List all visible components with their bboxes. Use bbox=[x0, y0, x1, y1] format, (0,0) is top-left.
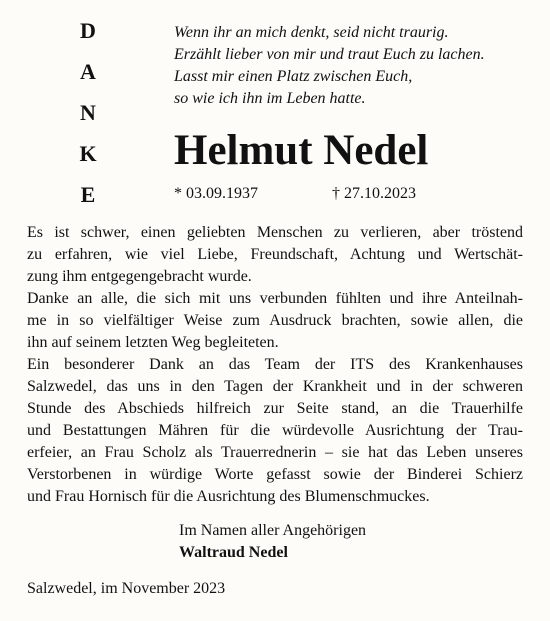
danke-letter: N bbox=[80, 100, 96, 125]
body-line: zu erfahren, wie viel Liebe, Freundschaft, Achtung und Wertschät- bbox=[27, 246, 523, 263]
deceased-name: Helmut Nedel bbox=[174, 127, 429, 174]
signature-name: Waltraud Nedel bbox=[179, 544, 288, 561]
body-line: und Bestattungen Mähren für die würdevolle Ausrichtung der Trau- bbox=[27, 422, 523, 439]
poem-line: Wenn ihr an mich denkt, seid nicht traurig. bbox=[174, 24, 449, 41]
danke-letter: A bbox=[80, 59, 96, 84]
signature-intro: Im Namen aller Angehörigen bbox=[179, 522, 367, 539]
body-line: Stunde des Abschieds hilfreich zur Seite stand, an die Trauerhilfe bbox=[27, 400, 523, 417]
thank-you-text bbox=[27, 222, 523, 508]
place-and-date: Salzwedel, im November 2023 bbox=[27, 580, 226, 597]
birth-date: * 03.09.1937 bbox=[174, 185, 258, 202]
poem-line: Erzählt lieber von mir und traut Euch zu lachen. bbox=[174, 46, 485, 63]
life-dates bbox=[174, 183, 416, 205]
poem-line: Lasst mir einen Platz zwischen Euch, bbox=[174, 68, 413, 85]
signature-block bbox=[179, 520, 366, 564]
body-line: Ein besonderer Dank an das Team der ITS des Krankenhauses bbox=[27, 356, 523, 373]
body-line: Es ist schwer, einen geliebten Menschen zu verlieren, aber tröstend bbox=[27, 224, 523, 241]
body-line: Salzwedel, das uns in den Tagen der Krankheit und in der schweren bbox=[27, 378, 523, 395]
danke-letter: K bbox=[79, 141, 97, 166]
body-line: me in so vielfältiger Weise zum Ausdruck brachten, sowie allen, die bbox=[27, 312, 523, 329]
body-line: und Frau Hornisch für die Ausrichtung des Blumenschmuckes. bbox=[27, 488, 430, 505]
body-line: ihn auf seinem letzten Weg begleiteten. bbox=[27, 334, 279, 351]
poem bbox=[174, 22, 485, 110]
body-line: erfeier, an Frau Scholz als Trauerrednerin – sie hat das Leben unseres bbox=[27, 444, 523, 461]
body-line: Danke an alle, die sich mit uns verbunden fühlten und ihre Anteilnah- bbox=[27, 290, 523, 307]
body-line: zung ihm entgegengebracht wurde. bbox=[27, 268, 252, 285]
body-line: Verstorbenen in würdige Worte gefasst sowie der Binderei Schierz bbox=[27, 466, 523, 483]
danke-letter: E bbox=[80, 182, 96, 207]
death-date: † 27.10.2023 bbox=[332, 185, 416, 202]
danke-letter: D bbox=[80, 18, 96, 43]
poem-line: so wie ich ihn im Leben hatte. bbox=[174, 90, 366, 107]
